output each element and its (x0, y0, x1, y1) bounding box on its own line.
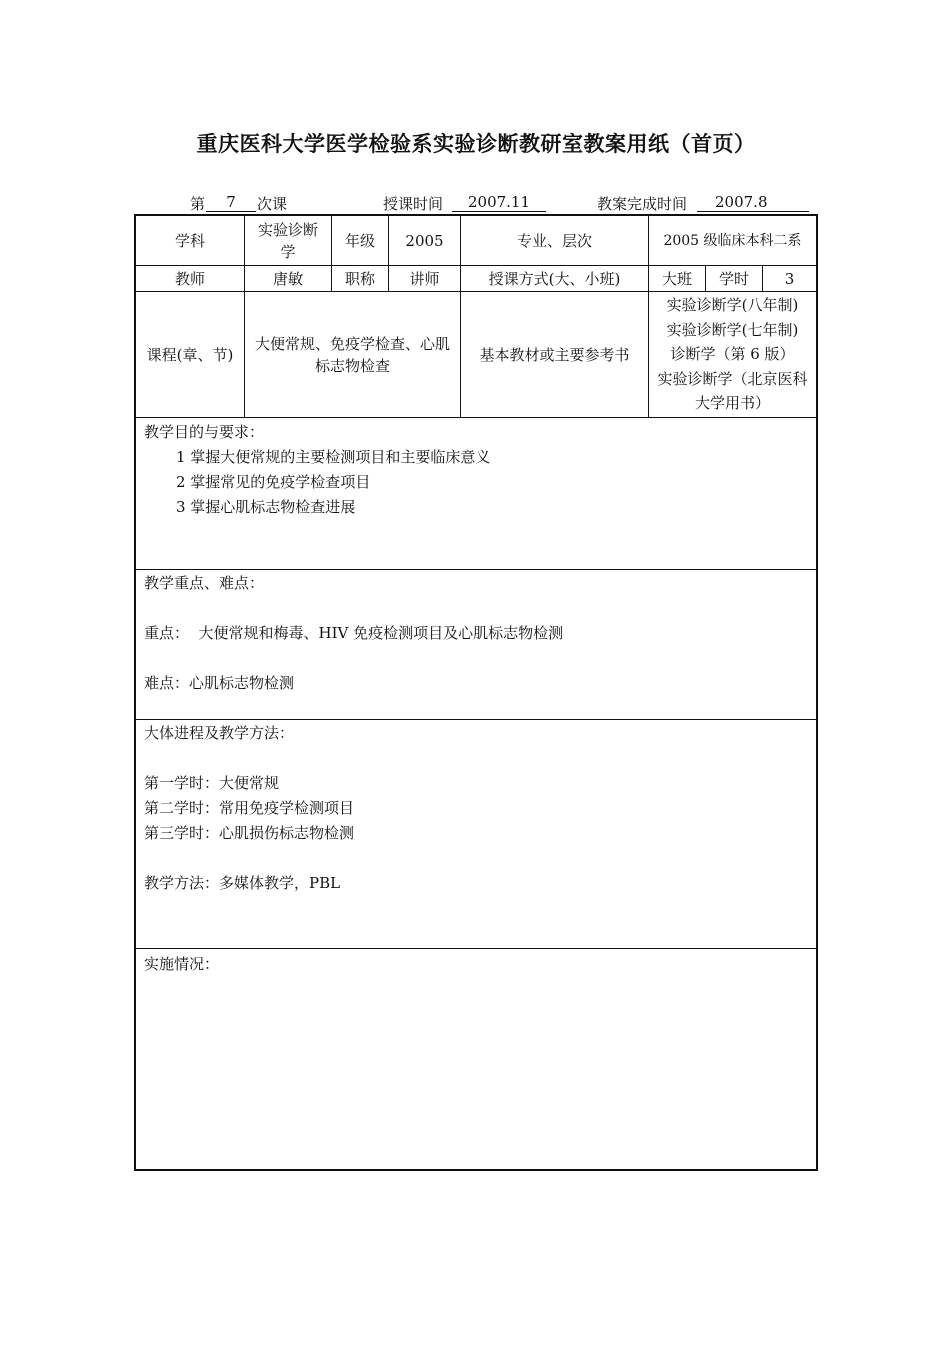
course-value: 大便常规、免疫学检查、心肌标志物检查 (254, 334, 450, 375)
grade-label: 年级 (344, 231, 375, 250)
implementation-section (144, 952, 219, 977)
title-label: 职称 (344, 269, 375, 288)
mode-value: 大班 (661, 269, 692, 288)
implementation-heading: 实施情况： (144, 955, 220, 973)
progress-item: 第二学时：常用免疫学检测项目 (144, 799, 355, 817)
teacher-value: 唐敏 (272, 269, 303, 288)
progress-item: 第一学时：大便常规 (144, 774, 280, 792)
textbook-item: 实验诊断学（北京医科大学用书） (657, 369, 808, 413)
grade-value: 2005 (405, 231, 444, 250)
teach-time-label: 授课时间 (383, 195, 444, 213)
textbook-item: 诊断学（第 6 版） (670, 345, 795, 364)
lesson-number-field (206, 193, 256, 212)
lesson-number: 7 (226, 193, 236, 211)
spacer (144, 846, 354, 871)
teaching-method: 教学方法：多媒体教学，PBL (144, 874, 341, 892)
course-label: 课程(章、节) (146, 345, 234, 364)
complete-time-field (697, 193, 809, 212)
rule (134, 719, 818, 720)
spacer (144, 746, 354, 771)
keypoints-heading: 教学重点、难点： (144, 574, 265, 592)
teach-time-field (452, 193, 546, 212)
hours-value: 3 (784, 269, 795, 288)
hours-label: 学时 (718, 269, 749, 288)
spacer (144, 596, 563, 621)
major-label: 专业、层次 (516, 231, 592, 250)
textbook-label: 基本教材或主要参考书 (479, 345, 630, 364)
progress-section (144, 721, 354, 896)
objective-item: 2 掌握常见的免疫学检查项目 (176, 473, 371, 491)
teacher-label: 教师 (174, 269, 205, 288)
complete-time-label: 教案完成时间 (597, 195, 688, 213)
objectives-heading: 教学目的与要求： (144, 423, 265, 441)
complete-time-value: 2007.8 (715, 193, 768, 211)
major-value: 2005 级临床本科二系 (663, 232, 802, 249)
lesson-suffix: 次课 (257, 195, 288, 213)
progress-heading: 大体进程及教学方法： (144, 724, 295, 742)
subject-value: 实验诊断学 (257, 220, 318, 261)
lesson-meta-line (0, 193, 952, 213)
keypoints-focus: 重点： 大便常规和梅毒、HIV 免疫检测项目及心肌标志物检测 (144, 624, 564, 642)
lesson-prefix: 第 (190, 195, 206, 213)
rule (134, 417, 818, 418)
textbook-item: 实验诊断学(八年制) (666, 296, 799, 315)
progress-item: 第三学时：心肌损伤标志物检测 (144, 824, 355, 842)
spacer (144, 646, 563, 671)
teach-time-value: 2007.11 (467, 193, 531, 211)
keypoints-section (144, 571, 563, 696)
keypoints-difficulty: 难点：心肌标志物检测 (144, 674, 295, 692)
rule (134, 569, 818, 570)
page-title: 重庆医科大学医学检验系实验诊断教研室教案用纸（首页） (196, 132, 756, 156)
rule (134, 948, 818, 949)
textbook-item: 实验诊断学(七年制) (666, 320, 799, 339)
objective-item: 3 掌握心肌标志物检查进展 (176, 498, 356, 516)
objective-item: 1 掌握大便常规的主要检测项目和主要临床意义 (176, 448, 491, 466)
mode-label: 授课方式(大、小班) (488, 269, 621, 288)
textbook-list (649, 292, 816, 417)
subject-label: 学科 (174, 231, 205, 250)
objectives-section (144, 420, 490, 520)
title-value: 讲师 (409, 269, 440, 288)
